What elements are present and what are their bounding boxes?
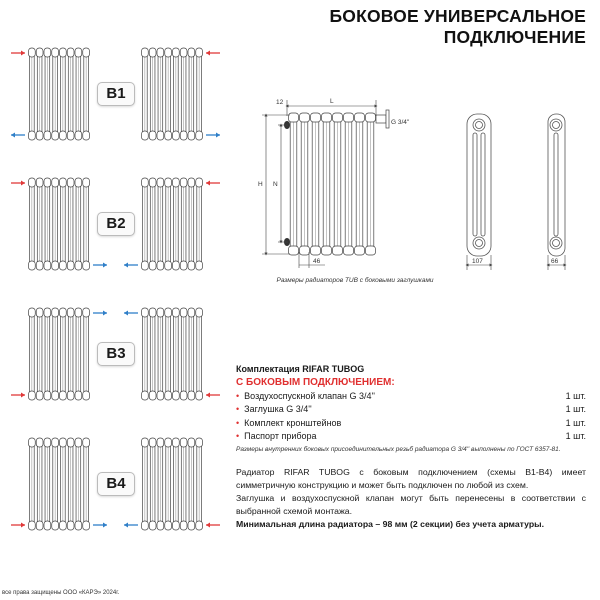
return-arrow-icon [124,311,138,316]
dim-66-label: 66 [551,258,559,265]
dim-N-label: N [273,181,278,188]
dimension-drawing [0,0,600,290]
copyright-footer: все права защищены ООО «КАРЭ» 2024г. [2,590,120,596]
thread-label: G 3/4'' [391,119,410,126]
return-arrow-icon [124,523,138,528]
scheme-label-b3: B3 [97,342,135,366]
radiator-left [29,438,90,530]
dim-107-label: 107 [472,258,483,265]
dim-12-label: 12 [276,99,284,106]
kit-item-qty: 1 шт. [565,404,586,415]
kit-item-name: Паспорт прибора [244,430,317,441]
supply-arrow-icon [11,393,25,398]
scheme-label-b2: B2 [97,212,135,236]
bullet-icon: • [236,430,240,441]
kit-item-qty: 1 шт. [565,430,586,441]
kit-item [236,430,586,443]
supply-arrow-icon [206,523,220,528]
supply-arrow-icon [11,523,25,528]
dim-L-label: L [330,98,334,105]
drawing-caption: Размеры радиаторов TUB с боковыми заглушками [276,277,434,284]
side-view-3-column [467,114,491,256]
radiator-right [142,438,203,530]
dim-H-label: H [258,181,263,188]
scheme-label-b1: B1 [97,82,135,106]
kit-item-name: Заглушка G 3/4'' [244,404,312,415]
kit-subheading: С БОКОВЫМ ПОДКЛЮЧЕНИЕМ: [236,377,395,388]
description-p2: Заглушка и воздухоспускной клапан могут быть перенесены в соответствии с выбранной схемой монтажа. [236,493,586,516]
description-p3: Минимальная длина радиатора – 98 мм (2 секции) без учета арматуры. [236,519,545,529]
radiator-right [142,308,203,400]
description [236,466,586,531]
return-arrow-icon [93,523,107,528]
kit-item-name: Воздухоспускной клапан G 3/4'' [244,391,375,401]
description-p1: Радиатор RIFAR TUBOG с боковым подключением (схемы B1-B4) имеет симметричную конструкцию и может быть подключен по любой из схем. [236,467,586,490]
bullet-icon: • [236,391,240,401]
bullet-icon: • [236,417,240,428]
kit-item-qty: 1 шт. [565,417,586,428]
kit-section [236,364,586,453]
radiator-left [29,308,90,400]
bullet-icon: • [236,404,240,415]
dim-46-label: 46 [313,258,321,265]
kit-item-qty: 1 шт. [565,391,586,401]
kit-item [236,403,586,416]
supply-arrow-icon [206,393,220,398]
kit-note: Размеры внутренних боковых присоединительных резьб радиатора G 3/4'' выполнены по ГОСТ 6357-81. [236,446,561,454]
kit-item [236,417,586,430]
kit-item-name: Комплект кронштейнов [244,417,342,428]
front-view [284,110,389,255]
return-arrow-icon [93,311,107,316]
kit-item [236,390,586,403]
title-line-2: ПОДКЛЮЧЕНИЕ [443,27,586,47]
side-view-2-column [548,114,565,256]
title-line-1: БОКОВОЕ УНИВЕРСАЛЬНОЕ [329,6,586,26]
scheme-label-b4: B4 [97,472,135,496]
kit-heading: Комплектация RIFAR TUBOG [236,364,365,374]
